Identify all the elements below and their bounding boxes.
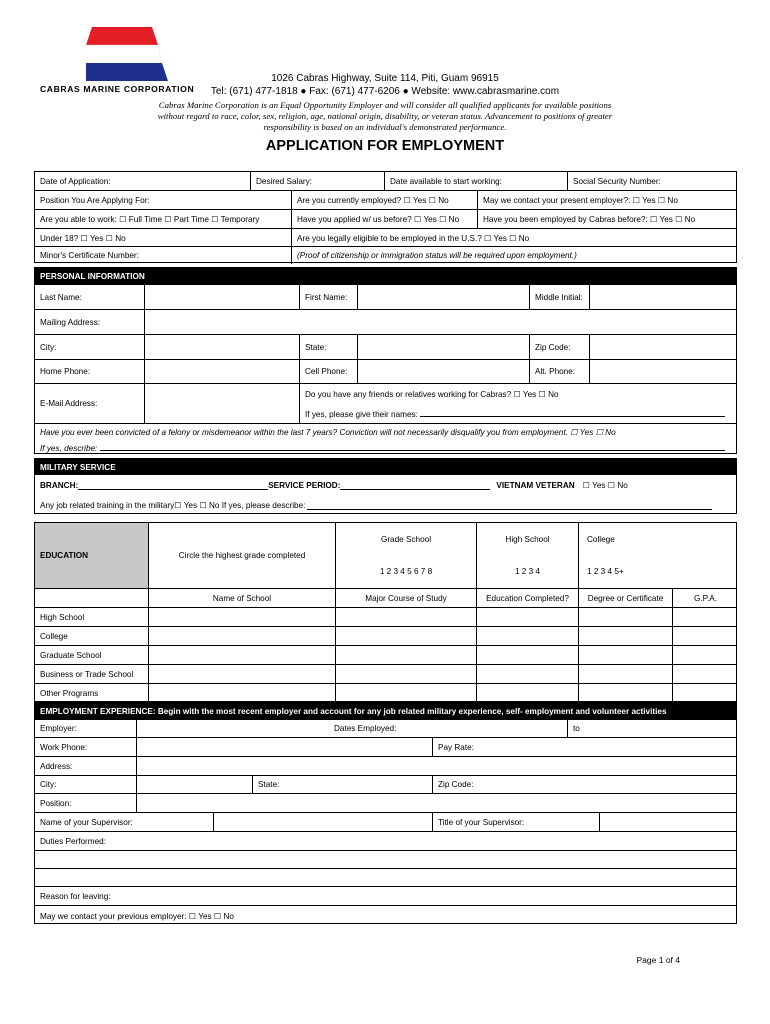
legally-eligible-question[interactable]: Are you legally eligible to be employed in the U.S.? ☐ Yes ☐ No xyxy=(291,229,738,246)
education-cell-input[interactable] xyxy=(578,665,672,683)
education-cell-input[interactable] xyxy=(148,684,335,703)
cell-phone-input[interactable] xyxy=(357,360,529,383)
education-cell-input[interactable] xyxy=(672,665,738,683)
work-phone-input[interactable] xyxy=(136,738,432,756)
state-input[interactable] xyxy=(357,335,529,359)
zip-code-input[interactable] xyxy=(589,335,738,359)
high-school-column xyxy=(476,523,578,588)
company-address: 1026 Cabras Highway, Suite 114, Piti, Guam 96915 xyxy=(271,73,499,84)
military-branch-row xyxy=(35,475,738,495)
felony-block xyxy=(35,424,738,455)
minors-certificate-field[interactable]: Minor's Certificate Number: xyxy=(40,251,139,260)
contact-employer-question[interactable]: May we contact your present employer?: ☐ Yes ☐ No xyxy=(477,191,738,209)
duties-line-2[interactable] xyxy=(35,851,738,868)
mailing-address-label: Mailing Address: xyxy=(40,317,101,327)
education-row xyxy=(35,626,736,645)
vietnam-veteran-label: VIETNAM VETERAN xyxy=(496,480,575,490)
felony-describe-input[interactable] xyxy=(100,442,725,451)
personal-info-section xyxy=(34,267,737,454)
education-cell-input[interactable] xyxy=(476,665,578,683)
contact-previous-employer-question[interactable]: May we contact your previous employer: ☐ Yes ☐ No xyxy=(40,911,234,921)
state-label: State: xyxy=(299,335,357,359)
alt-phone-label: Alt. Phone: xyxy=(529,360,589,383)
education-cell-input[interactable] xyxy=(335,646,476,664)
friends-names-label: If yes, please give their names: xyxy=(305,409,418,419)
employed-by-cabras-question[interactable]: Have you been employed by Cabras before?: ☐ Yes ☐ No xyxy=(477,210,738,228)
education-row-label: Business or Trade School xyxy=(40,669,134,679)
work-phone-label: Work Phone: xyxy=(40,742,88,752)
felony-describe-label: If yes, describe: xyxy=(40,443,98,453)
col-gpa: G.P.A. xyxy=(672,589,738,607)
email-label: E-Mail Address: xyxy=(40,399,98,408)
duties-performed-label[interactable]: Duties Performed: xyxy=(40,836,106,846)
employment-section xyxy=(34,702,737,924)
eeo-statement-3: responsibility is based on an individual's demonstrated performance. xyxy=(263,122,507,132)
education-cell-input[interactable] xyxy=(476,608,578,626)
education-cell-input[interactable] xyxy=(578,608,672,626)
alt-phone-input[interactable] xyxy=(589,360,738,383)
education-cell-input[interactable] xyxy=(672,646,738,664)
page-number: Page 1 of 4 xyxy=(636,955,680,965)
employer-label: Employer: xyxy=(40,724,77,733)
mailing-address-input[interactable] xyxy=(144,310,738,334)
grade-school-column xyxy=(335,523,476,588)
middle-initial-input[interactable] xyxy=(589,285,738,309)
under-18-question[interactable]: Under 18? ☐ Yes ☐ No xyxy=(40,233,126,243)
employer-zip-label: Zip Code: xyxy=(432,776,738,793)
employment-header: EMPLOYMENT EXPERIENCE: Begin with the most recent employer and account for any job related military experience, self- employment and volunteer activities xyxy=(35,703,736,719)
education-cell-input[interactable] xyxy=(578,646,672,664)
employment-position-label: Position: xyxy=(40,798,72,808)
col-major-course: Major Course of Study xyxy=(335,589,476,607)
education-row-label: Graduate School xyxy=(40,650,102,660)
cell-phone-label: Cell Phone: xyxy=(299,360,357,383)
education-cell-input[interactable] xyxy=(148,665,335,683)
service-period-label: SERVICE PERIOD: xyxy=(268,480,341,490)
last-name-input[interactable] xyxy=(144,285,299,309)
supervisor-title-label: Title of your Supervisor: xyxy=(432,813,599,831)
applied-before-question[interactable]: Have you applied w/ us before? ☐ Yes ☐ No xyxy=(291,210,477,228)
branch-input[interactable] xyxy=(78,481,268,490)
education-row-label: College xyxy=(40,631,68,641)
education-cell-input[interactable] xyxy=(476,646,578,664)
desired-salary-field[interactable]: Desired Salary: xyxy=(250,172,384,190)
last-name-label: Last Name: xyxy=(40,292,82,302)
education-cell-input[interactable] xyxy=(672,627,738,645)
general-info-section xyxy=(34,171,737,263)
employer-city-label: City: xyxy=(40,780,57,789)
education-cell-input[interactable] xyxy=(335,665,476,683)
military-section xyxy=(34,458,737,514)
education-cell-input[interactable] xyxy=(148,608,335,626)
middle-initial-label: Middle Initial: xyxy=(529,285,589,309)
high-school-header: High School xyxy=(505,534,550,544)
supervisor-title-input[interactable] xyxy=(599,813,738,831)
college-column xyxy=(578,523,738,588)
education-section xyxy=(34,522,737,702)
grade-school-numbers[interactable]: 1 2 3 4 5 6 7 8 xyxy=(379,567,433,577)
able-to-work-question[interactable]: Are you able to work: ☐ Full Time ☐ Part Time ☐ Temporary xyxy=(40,215,260,224)
personal-info-header: PERSONAL INFORMATION xyxy=(35,268,736,284)
education-row xyxy=(35,607,736,626)
zip-code-label: Zip Code: xyxy=(529,335,589,359)
college-header: College xyxy=(587,534,615,544)
education-cell-input[interactable] xyxy=(335,684,476,703)
date-of-application-field[interactable]: Date of Application: xyxy=(40,176,111,186)
col-education-completed: Education Completed? xyxy=(476,589,578,607)
military-header: MILITARY SERVICE xyxy=(35,459,736,475)
home-phone-input[interactable] xyxy=(144,360,299,383)
duties-line-3[interactable] xyxy=(35,869,738,886)
service-period-input[interactable] xyxy=(340,481,490,490)
education-row xyxy=(35,683,736,703)
military-training-question[interactable]: Any job related training in the military☐ Yes ☐ No If yes, please describe: xyxy=(40,501,306,510)
first-name-label: First Name: xyxy=(299,285,357,309)
dates-to-label: to xyxy=(567,720,738,737)
high-school-numbers[interactable]: 1 2 3 4 xyxy=(514,567,541,577)
education-cell-input[interactable] xyxy=(148,627,335,645)
education-cell-input[interactable] xyxy=(578,684,672,703)
col-name-of-school: Name of School xyxy=(148,589,335,607)
education-cell-input[interactable] xyxy=(148,646,335,664)
education-row xyxy=(35,645,736,664)
friends-relatives-block xyxy=(299,384,738,423)
ssn-field[interactable]: Social Security Number: xyxy=(567,172,738,190)
friends-relatives-question[interactable]: Do you have any friends or relatives working for Cabras? ☐ Yes ☐ No xyxy=(305,389,559,399)
education-cell-input[interactable] xyxy=(335,608,476,626)
branch-label: BRANCH: xyxy=(40,480,79,490)
education-cell-input[interactable] xyxy=(578,627,672,645)
education-cell-input[interactable] xyxy=(672,608,738,626)
first-name-input[interactable] xyxy=(357,285,529,309)
home-phone-label: Home Phone: xyxy=(40,367,91,376)
supervisor-name-label: Name of your Supervisor: xyxy=(40,817,133,827)
employer-city-input[interactable] xyxy=(136,776,252,793)
company-contact: Tel: (671) 477-1818 ● Fax: (671) 477-6206 ● Website: www.cabrasmarine.com xyxy=(210,86,560,97)
reason-for-leaving-label[interactable]: Reason for leaving: xyxy=(40,891,111,901)
education-cell-input[interactable] xyxy=(672,684,738,703)
pay-rate-label: Pay Rate: xyxy=(432,738,738,756)
military-training-input[interactable] xyxy=(307,501,712,510)
col-degree-certificate: Degree or Certificate xyxy=(578,589,672,607)
employer-input[interactable] xyxy=(136,720,329,737)
education-label: EDUCATION xyxy=(35,523,148,588)
education-row xyxy=(35,664,736,683)
date-available-field[interactable]: Date available to start working: xyxy=(384,172,567,190)
education-cell-input[interactable] xyxy=(476,684,578,703)
dates-employed-label: Dates Employed: xyxy=(334,724,397,733)
felony-question[interactable]: Have you ever been convicted of a felony or misdemeanor within the last 7 years? Conviction will not necessarily disqualify you from employment. ☐ Yes ☐ No xyxy=(40,427,616,437)
form-title: APPLICATION FOR EMPLOYMENT xyxy=(265,138,505,154)
eeo-statement-2: without regard to race, color, sex, religion, age, national origin, disability, or veteran status. Advancement to positions of greater xyxy=(157,111,613,121)
city-label: City: xyxy=(40,342,57,352)
education-cell-input[interactable] xyxy=(335,627,476,645)
circle-grade-note: Circle the highest grade completed xyxy=(148,523,335,588)
employer-address-label: Address: xyxy=(40,761,73,771)
employer-address-input[interactable] xyxy=(136,757,738,775)
employer-state-label: State: xyxy=(252,776,432,793)
education-row-label: High School xyxy=(40,612,85,622)
city-input[interactable] xyxy=(144,335,299,359)
education-row-label: Other Programs xyxy=(40,689,99,698)
currently-employed-question[interactable]: Are you currently employed? ☐ Yes ☐ No xyxy=(291,191,477,209)
military-training-row xyxy=(35,495,738,515)
friends-names-input[interactable] xyxy=(420,408,725,417)
supervisor-name-input[interactable] xyxy=(213,813,432,831)
employment-position-input[interactable] xyxy=(136,794,738,812)
vietnam-veteran-options[interactable]: ☐ Yes ☐ No xyxy=(582,481,628,490)
college-numbers[interactable]: 1 2 3 4 5+ xyxy=(587,567,624,577)
grade-school-header: Grade School xyxy=(380,534,432,544)
education-cell-input[interactable] xyxy=(476,627,578,645)
position-applying-field[interactable]: Position You Are Applying For: xyxy=(40,195,150,205)
proof-of-citizenship-note: (Proof of citizenship or immigration status will be required upon employment.) xyxy=(291,247,738,264)
eeo-statement-1: Cabras Marine Corporation is an Equal Opportunity Employer and will consider all qualified applicants for available positions xyxy=(158,100,612,110)
email-input[interactable] xyxy=(144,384,299,423)
company-name: CABRAS MARINE CORPORATION xyxy=(40,84,195,94)
